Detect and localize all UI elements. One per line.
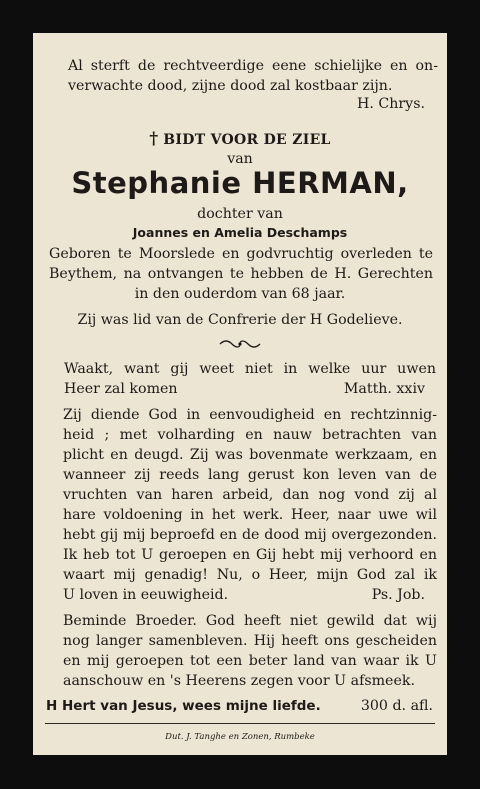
body-line: Ik heb tot U geroepen en Gij hebt mij verhoord en — [63, 547, 437, 563]
epigraph-source: H. Chrys. — [357, 96, 425, 112]
parents-names: Joannes en Amelia Deschamps — [132, 225, 348, 240]
body-line-last: U loven in eeuwigheid. — [63, 587, 229, 603]
van-label: van — [227, 151, 253, 167]
bio-line-2: Beythem, na ontvangen te hebben de H. Gerechten — [49, 266, 433, 282]
daughter-of-label: dochter van — [197, 206, 283, 222]
verse-source: Matth. xxiv — [343, 381, 425, 397]
body-line: heid ; met volharding en nauw betrachten van — [63, 427, 437, 443]
farewell-line: nog langer samenbleven. Hij heeft ons gescheiden — [63, 633, 437, 649]
body-line: Zij diende God in eenvoudigheid en rechtzinnig- — [63, 407, 437, 423]
sacred-heart-prayer: H Hert van Jesus, wees mijne liefde. — [46, 698, 321, 714]
verse-line-2: Heer zal komen — [64, 381, 178, 397]
farewell-line-last: aanschouw en 's Heerens zegen voor U afsmeek. — [63, 673, 415, 689]
body-line: waart mij genadig! Nu, o Heer, mijn God zal ik — [63, 567, 437, 583]
body-source: Ps. Job. — [371, 587, 425, 603]
body-line: hebt gij mij beproefd en de dood mij overgezonden. — [63, 527, 437, 543]
indulgence-note: 300 d. afl. — [360, 698, 433, 714]
bio-line-1: Geboren te Moorslede en godvruchtig overleden te — [49, 246, 433, 262]
pray-heading — [33, 129, 447, 149]
bio-line-3: in den ouderdom van 68 jaar. — [134, 286, 346, 302]
body-line: plicht en deugd. Zij was bovenmate werkzaam, en — [63, 447, 437, 463]
footer-rule — [45, 723, 435, 724]
epigraph-line-2: verwachte dood, zijne dood zal kostbaar zijn. — [68, 78, 393, 94]
body-line: wanneer zij reeds lang gerust kon leven van de — [63, 467, 437, 483]
printer-imprint: Dut. J. Tanghe en Zonen, Rumbeke — [165, 732, 315, 742]
farewell-line: en mij geroepen tot een beter land van waar ik U — [63, 653, 437, 669]
verse-line-1: Waakt, want gij weet niet in welke uur uwen — [64, 361, 436, 377]
pray-text: BIDT VOOR DE ZIEL — [163, 132, 331, 148]
cross-icon: † — [149, 129, 159, 149]
deceased-name: Stephanie HERMAN, — [71, 166, 409, 200]
ornament-divider — [218, 339, 262, 349]
epigraph-line-1: Al sterft de rechtveerdige eene schielijke en on- — [68, 58, 438, 74]
body-line: hare voldoening in het werk. Heer, naar uwe wil — [63, 507, 437, 523]
body-line: vruchten van haren arbeid, dan nog vond zij al — [63, 487, 437, 503]
bio-line-4: Zij was lid van de Confrerie der H Godelieve. — [77, 312, 403, 328]
farewell-line: Beminde Broeder. God heeft niet gewild dat wij — [63, 613, 437, 629]
card-paper — [33, 33, 447, 755]
